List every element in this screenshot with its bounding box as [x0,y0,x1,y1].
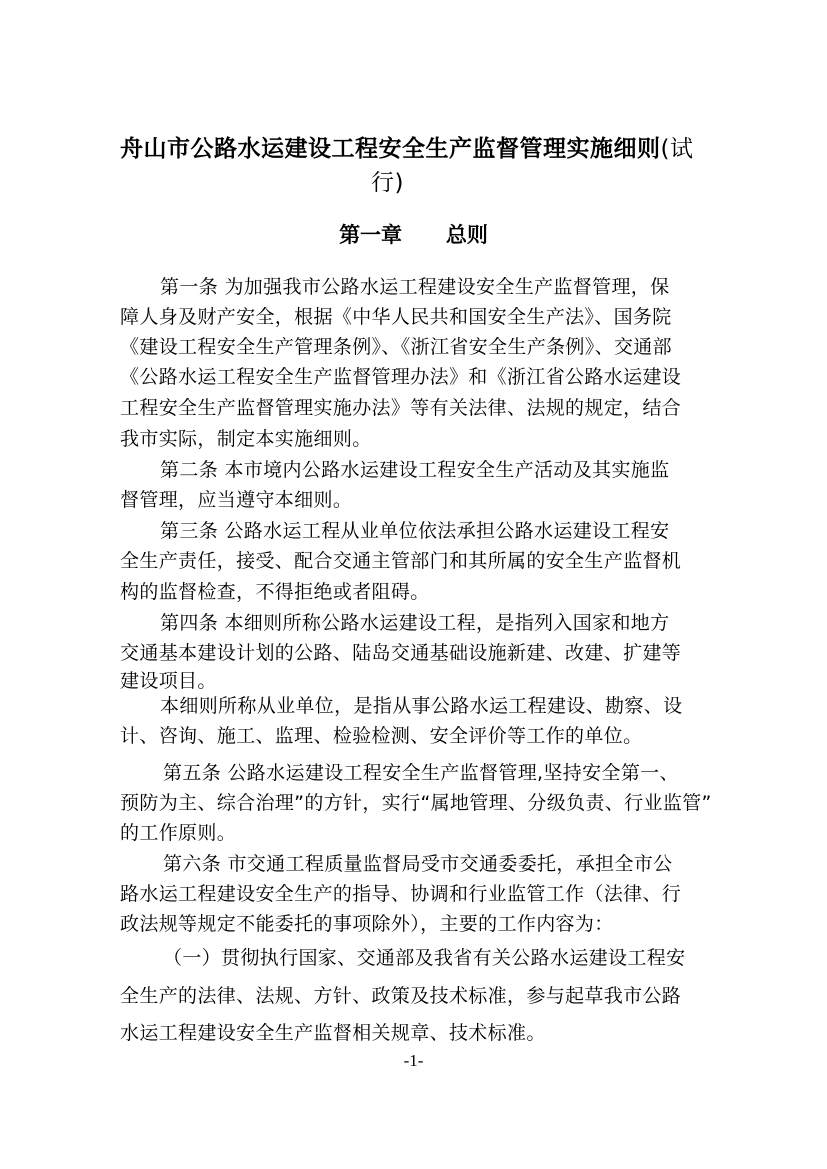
article-3-line-1: 第三条 公路水运工程从业单位依法承担公路水运建设工程安 [160,520,670,542]
article-1-line-2: 障人身及财产安全，根据《中华人民共和国安全生产法》、国务院 [120,306,672,328]
article-2-line-1: 第二条 本市境内公路水运建设工程安全生产活动及其实施监 [160,459,670,481]
article-1-line-6: 我市实际，制定本实施细则。 [120,428,372,450]
document-title-continuation: 行) [371,170,404,196]
article-4-line-2: 交通基本建设计划的公路、陆岛交通基础设施新建、改建、扩建等 [120,642,682,664]
document-title-main: 舟山市公路水运建设工程安全生产监督管理实施细则 [120,136,661,162]
article-1-line-3: 《建设工程安全生产管理条例》、《浙江省安全生产条例》、交通部 [120,336,673,358]
article-6-item-1-line-1: （一）贯彻执行国家、交通部及我省有关公路水运建设工程安 [163,947,686,969]
article-6-item-1-line-3: 水运工程建设安全生产监督相关规章、技术标准。 [120,1022,546,1044]
article-6-item-1-line-2: 全生产的法律、法规、方针、政策及技术标准，参与起草我市公路 [120,985,682,1007]
article-1-line-5: 工程安全生产监督管理实施办法》等有关法律、法规的规定，结合 [120,397,682,419]
article-3-line-3: 构的监督检查，不得拒绝或者阻碍。 [120,581,430,603]
article-4-line-1: 第四条 本细则所称公路水运建设工程，是指列入国家和地方 [160,612,670,634]
article-4-line-4: 本细则所称从业单位，是指从事公路水运工程建设、勘察、设 [160,695,683,717]
article-1-line-1: 第一条 为加强我市公路水运工程建设安全生产监督管理，保 [160,276,670,298]
article-5-line-2: 预防为主、综合治理”的方针，实行“属地管理、分级负责、行业监管” [120,792,712,814]
article-6-line-2: 路水运工程建设安全生产的指导、协调和行业监管工作（法律、行 [120,883,682,905]
document-title-line-1 [120,130,693,163]
article-2-line-2: 督管理，应当遵守本细则。 [120,489,353,511]
page-number: -1- [403,1051,424,1070]
document-title-line-2 [371,164,404,197]
article-6-line-3: 政法规等规定不能委托的事项除外），主要的工作内容为： [120,913,614,935]
chapter-heading: 第一章 总则 [339,223,488,247]
document-title-suffix: (试 [660,136,694,162]
article-4-line-3: 建设项目。 [120,670,217,692]
article-4-line-5: 计、咨询、施工、监理、检验检测、安全评价等工作的单位。 [120,725,643,747]
article-5-line-1: 第五条 公路水运建设工程安全生产监督管理,坚持安全第一、 [163,762,679,784]
article-6-line-1: 第六条 市交通工程质量监督局受市交通委委托，承担全市公 [163,853,673,875]
article-5-line-3: 的工作原则。 [120,822,237,844]
article-1-line-4: 《公路水运工程安全生产监督管理办法》和《浙江省公路水运建设 [120,366,682,388]
article-3-line-2: 全生产责任，接受、配合交通主管部门和其所属的安全生产监督机 [120,550,682,572]
